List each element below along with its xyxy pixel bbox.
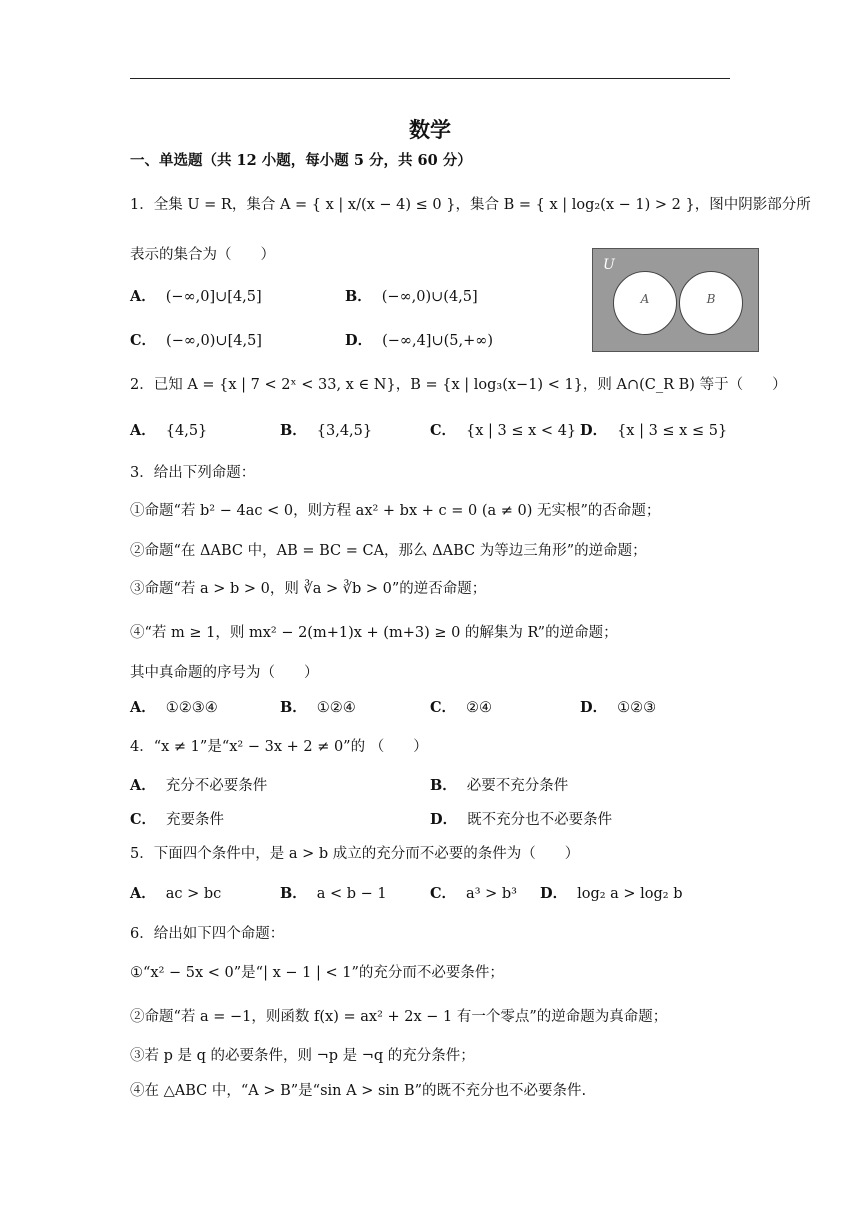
q6-item-2: ②命题“若 a = −1，则函数 f(x) = ax² + 2x − 1 有一个零点”的逆命题为真命题；: [130, 1009, 668, 1025]
q3-item-3: ③命题“若 a > b > 0，则 ∛a > ∛b > 0”的逆否命题；: [130, 581, 487, 597]
page-title: 数学: [409, 117, 451, 142]
q1-stem-line2: 表示的集合为（ ）: [130, 247, 275, 263]
q1-option-b: B． (−∞,0)∪(4,5]: [345, 288, 478, 305]
q4-option-a: A． 充分不必要条件: [130, 777, 268, 794]
q1-stem-line1: 1．全集 U = R，集合 A = { x | x/(x − 4) ≤ 0 }，集合 B = { x | log₂(x − 1) > 2 }，图中阴影部分所: [130, 197, 811, 213]
venn-set-a: A: [613, 271, 677, 335]
q5-option-a: A． ac > bc: [130, 885, 222, 902]
q4-option-d: D． 既不充分也不必要条件: [430, 811, 613, 828]
q2-option-b: B． {3,4,5}: [280, 422, 373, 439]
q1-option-c: C． (−∞,0)∪[4,5]: [130, 332, 262, 349]
venn-diagram: [592, 248, 759, 352]
q5-option-b: B． a < b − 1: [280, 885, 387, 902]
q3-question: 其中真命题的序号为（ ）: [130, 665, 319, 681]
q1-option-a: A． (−∞,0]∪[4,5]: [130, 288, 262, 305]
q3-item-4: ④“若 m ≥ 1，则 mx² − 2(m+1)x + (m+3) ≥ 0 的解集为 R”的逆命题；: [130, 625, 618, 641]
q1-option-d: D． (−∞,4]∪(5,+∞): [345, 332, 493, 349]
q3-option-c: C． ②④: [430, 699, 493, 716]
q6-item-4: ④在 △ABC 中，“A > B”是“sin A > sin B”的既不充分也不必要条件.: [130, 1083, 587, 1099]
header-rule: [130, 78, 730, 79]
q4-stem: 4．“x ≠ 1”是“x² − 3x + 2 ≠ 0”的 （ ）: [130, 739, 428, 755]
q6-item-1: ①“x² − 5x < 0”是“| x − 1 | < 1”的充分而不必要条件；: [130, 965, 504, 981]
q4-option-b: B． 必要不充分条件: [430, 777, 569, 794]
q3-option-a: A． ①②③④: [130, 699, 218, 716]
q3-item-2: ②命题“在 ΔABC 中，AB = BC = CA，那么 ΔABC 为等边三角形”的逆命题；: [130, 543, 647, 559]
venn-set-b: B: [679, 271, 743, 335]
q5-option-d: D． log₂ a > log₂ b: [540, 885, 683, 902]
q6-item-3: ③若 p 是 q 的必要条件，则 ¬p 是 ¬q 的充分条件；: [130, 1048, 475, 1064]
q2-option-d: D． {x | 3 ≤ x ≤ 5}: [580, 422, 728, 439]
q2-option-a: A． {4,5}: [130, 422, 208, 439]
q4-option-c: C． 充要条件: [130, 811, 225, 828]
q3-item-1: ①命题“若 b² − 4ac < 0，则方程 ax² + bx + c = 0 (a ≠ 0) 无实根”的否命题；: [130, 503, 661, 519]
q3-stem: 3．给出下列命题：: [130, 465, 256, 481]
q6-stem: 6．给出如下四个命题：: [130, 926, 285, 942]
q3-option-b: B． ①②④: [280, 699, 356, 716]
q5-option-c: C． a³ > b³: [430, 885, 517, 902]
venn-universe-label: U: [603, 257, 615, 273]
q2-stem: 2．已知 A = {x | 7 < 2ˣ < 33, x ∈ N}，B = {x | log₃(x−1) < 1}，则 A∩(C_R B) 等于（ ）: [130, 377, 787, 393]
section-heading: 一、单选题（共 12 小题，每小题 5 分，共 60 分）: [130, 152, 472, 169]
q2-option-c: C． {x | 3 ≤ x < 4}: [430, 422, 577, 439]
q5-stem: 5．下面四个条件中，是 a > b 成立的充分而不必要的条件为（ ）: [130, 846, 580, 862]
q3-option-d: D． ①②③: [580, 699, 657, 716]
